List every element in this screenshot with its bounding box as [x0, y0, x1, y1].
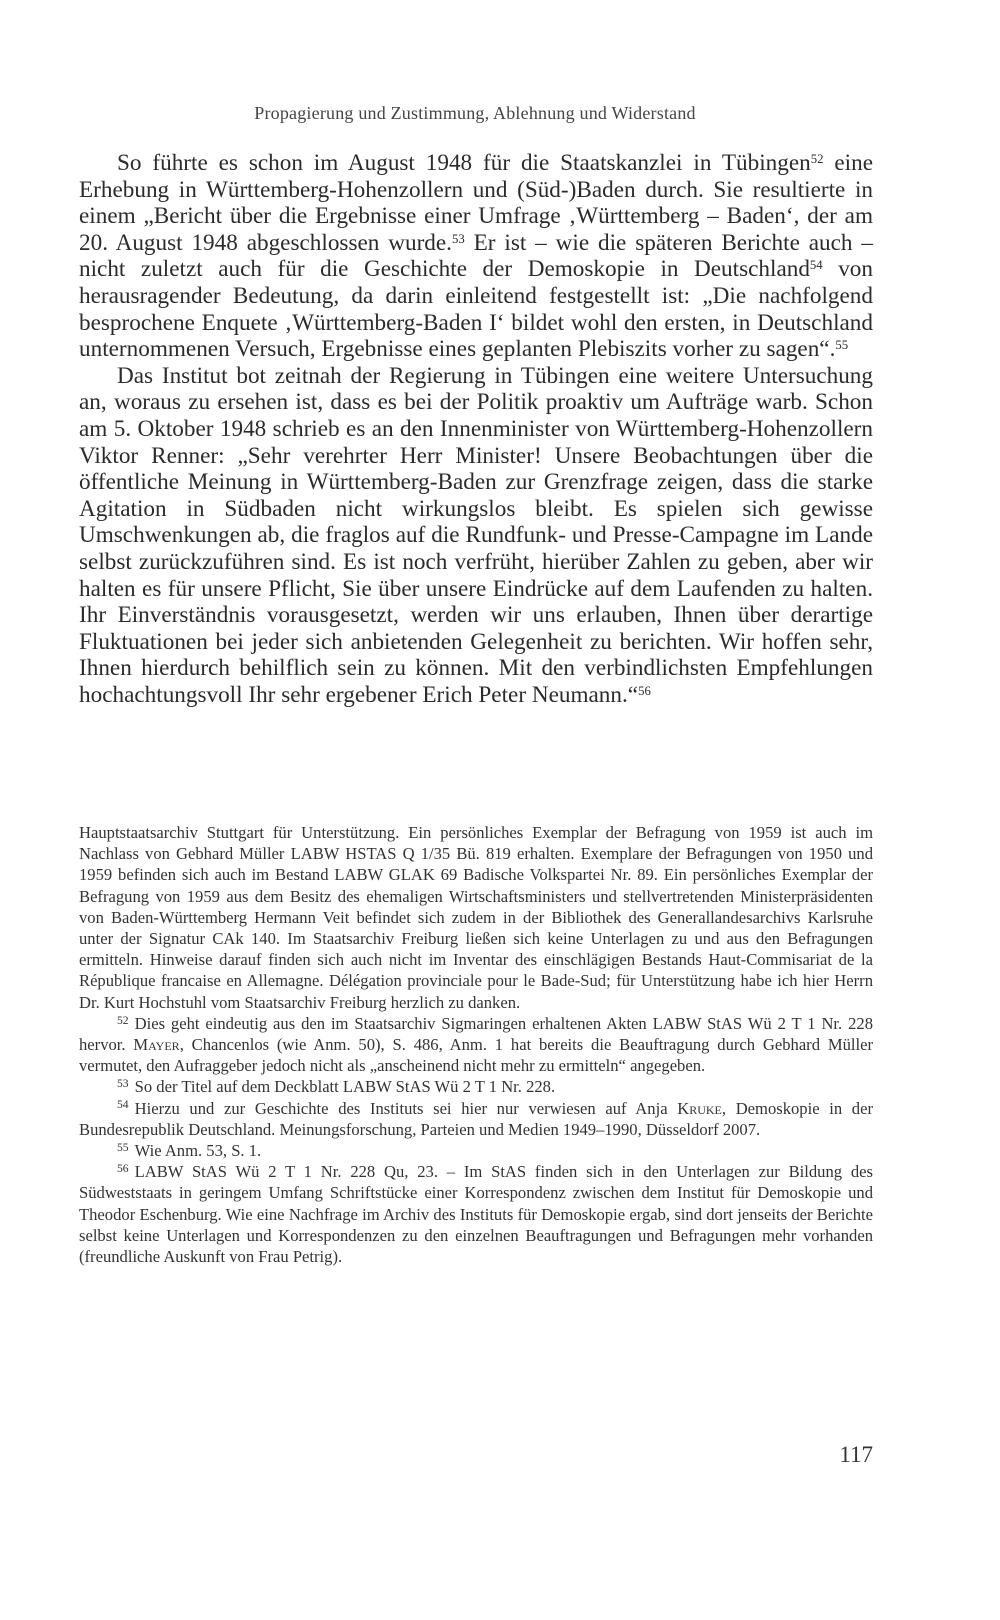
footnote-ref-54[interactable]: 54: [809, 258, 823, 273]
footnote-number: 56: [117, 1162, 129, 1176]
footnote-text: Hierzu und zur Geschichte des Instituts sei hier nur verwiesen auf Anja: [134, 1098, 678, 1118]
paragraph-text: Er ist – wie die späteren Berichte auch – nicht zuletzt auch für die Geschichte der Demoskopie in Deutschland: [79, 229, 873, 283]
footnote-ref-55[interactable]: 55: [835, 338, 849, 353]
footnote-56: [79, 1161, 873, 1267]
footnote-number: 52: [117, 1013, 129, 1027]
footnote-number: 53: [117, 1077, 129, 1091]
running-head: Propagierung und Zustimmung, Ablehnung und Widerstand: [254, 103, 696, 123]
footnote-text: Wie Anm. 53, S. 1.: [134, 1141, 262, 1161]
author-name: Mayer: [133, 1035, 180, 1055]
footnote-text: Dies geht eindeutig aus den im Staatsarchiv Sigmaringen erhaltenen Akten LABW StAS Wü 2 T 1 Nr. 228 hervor.: [79, 1013, 873, 1055]
paragraph-text: Das Institut bot zeitnah der Regierung in Tübingen eine weitere Untersuchung an, woraus zu ersehen ist, dass es bei der Politik proaktiv um Aufträge warb. Schon am 5. Oktober 1948 schrieb es an den Innenminister von Württemberg-Hohenzollern Viktor Renner: „Sehr verehrter Herr Minister! Unsere Beobachtungen über die öffentliche Meinung in Württemberg-Baden zur Grenzfrage zeigen, dass die starke Agitation in Südbaden nicht wirkungslos bleibt. Es spielen sich gewisse Umschwenkungen ab, die fraglos auf die Rundfunk- und Presse-Campagne im Lande selbst zurückzuführen sind. Es ist noch verfrüht, hierüber Zahlen zu geben, aber wir halten es für unsere Pflicht, Sie über unsere Eindrücke auf dem Laufenden zu halten. Ihr Einverständnis vorausgesetzt, werden wir uns erlauben, Ihnen über derartige Fluktuationen bei jeder sich anbietenden Gelegenheit zu berichten. Wir hoffen sehr, Ihnen hierdurch behilflich sein zu können. Mit den verbindlichsten Empfehlungen hochachtungsvoll Ihr sehr ergebener Erich Peter Neumann.“: [79, 362, 873, 708]
author-name: Kruke: [677, 1098, 722, 1118]
footnotes: [79, 822, 873, 1267]
footnote-55: [79, 1140, 873, 1161]
main-text: [79, 150, 873, 708]
footnote-ref-56[interactable]: 56: [638, 683, 651, 698]
footnote-text: So der Titel auf dem Deckblatt LABW StAS Wü 2 T 1 Nr. 228.: [134, 1077, 556, 1097]
footnote-53: [79, 1076, 873, 1097]
footnote-ref-52[interactable]: 52: [810, 151, 824, 166]
paragraph-2: [79, 363, 873, 709]
footnote-text: , Chancenlos (wie Anm. 50), S. 486, Anm. 1 hat bereits die Beauftragung durch Gebhard Müller vermutet, den Aufraggeber jedoch nicht als „anscheinend nicht mehr zu ermitteln“ angegeben.: [79, 1035, 873, 1076]
page-number: 117: [839, 1442, 873, 1467]
footnote-54: [79, 1098, 873, 1140]
footnote-number: 54: [117, 1098, 129, 1112]
paragraph-text: von herausragender Bedeutung, da darin einleitend festgestellt ist: „Die nachfolgend besprochene Enquete ‚Württemberg-Baden I‘ bildet wohl den ersten, in Deutschland unternommenen Versuch, Ergebnisse eines geplanten Plebiszits vorher zu sagen“.: [79, 256, 873, 363]
paragraph-text: So führte es schon im August 1948 für die Staatskanzlei in Tübingen: [117, 150, 811, 176]
footnote-continued: Hauptstaatsarchiv Stuttgart für Unterstützung. Ein persönliches Exemplar der Befragung von 1959 ist auch im Nachlass von Gebhard Müller LABW HSTAS Q 1/35 Bü. 819 erhalten. Exemplare der Befragungen von 1950 und 1959 befinden sich auch im Bestand LABW GLAK 69 Badische Volkspartei Nr. 89. Ein persönliches Exemplar der Befragung von 1959 aus dem Besitz des ehemaligen Wirtschaftsministers und stellvertretenden Ministerpräsidenten von Baden-Württemberg Hermann Veit befindet sich zudem in der Bibliothek des Generallandesarchivs Karlsruhe unter der Signatur CAk 140. Im Staatsarchiv Freiburg ließen sich keine Unterlagen zu und aus den Befragungen ermitteln. Hinweise darauf finden sich auch nicht im Inventar des einschlägigen Bestands Haut-Commisariat de la République francaise en Allemagne. Délégation provinciale pour le Bade-Sud; für Unterstützung habe ich hier Herrn Dr. Kurt Hochstuhl vom Staatsarchiv Freiburg herzlich zu danken.: [79, 823, 873, 1012]
footnote-text: LABW StAS Wü 2 T 1 Nr. 228 Qu, 23. – Im StAS finden sich in den Unterlagen zur Bildung des Südweststaats in geringem Umfang Schriftstücke einer Korrespondenz zwischen dem Institut für Demoskopie und Theodor Eschenburg. Wie eine Nachfrage im Archiv des Instituts für Demoskopie ergab, sind dort jenseits der Berichte selbst keine Unterlagen und Korrespondenzen zu den einzelnen Beauftragungen und Befragungen mehr vorhanden (freundliche Auskunft von Frau Petrig).: [79, 1162, 873, 1267]
footnote-text: , Demoskopie in der Bundesrepublik Deutschland. Meinungsforschung, Parteien und Medien 1949–1990, Düsseldorf 2007.: [79, 1098, 873, 1139]
footnote-ref-53[interactable]: 53: [451, 231, 465, 246]
paragraph-1: [79, 150, 873, 363]
paragraph-text: eine Erhebung in Württemberg-Hohenzollern und (Süd-)Baden durch. Sie resultierte in einem „Bericht über die Ergebnisse einer Umfrage ‚Württemberg – Baden‘, der am 20. August 1948 abgeschlossen wurde.: [79, 150, 874, 256]
footnote-number: 55: [117, 1140, 129, 1154]
footnote-52: [79, 1013, 873, 1077]
